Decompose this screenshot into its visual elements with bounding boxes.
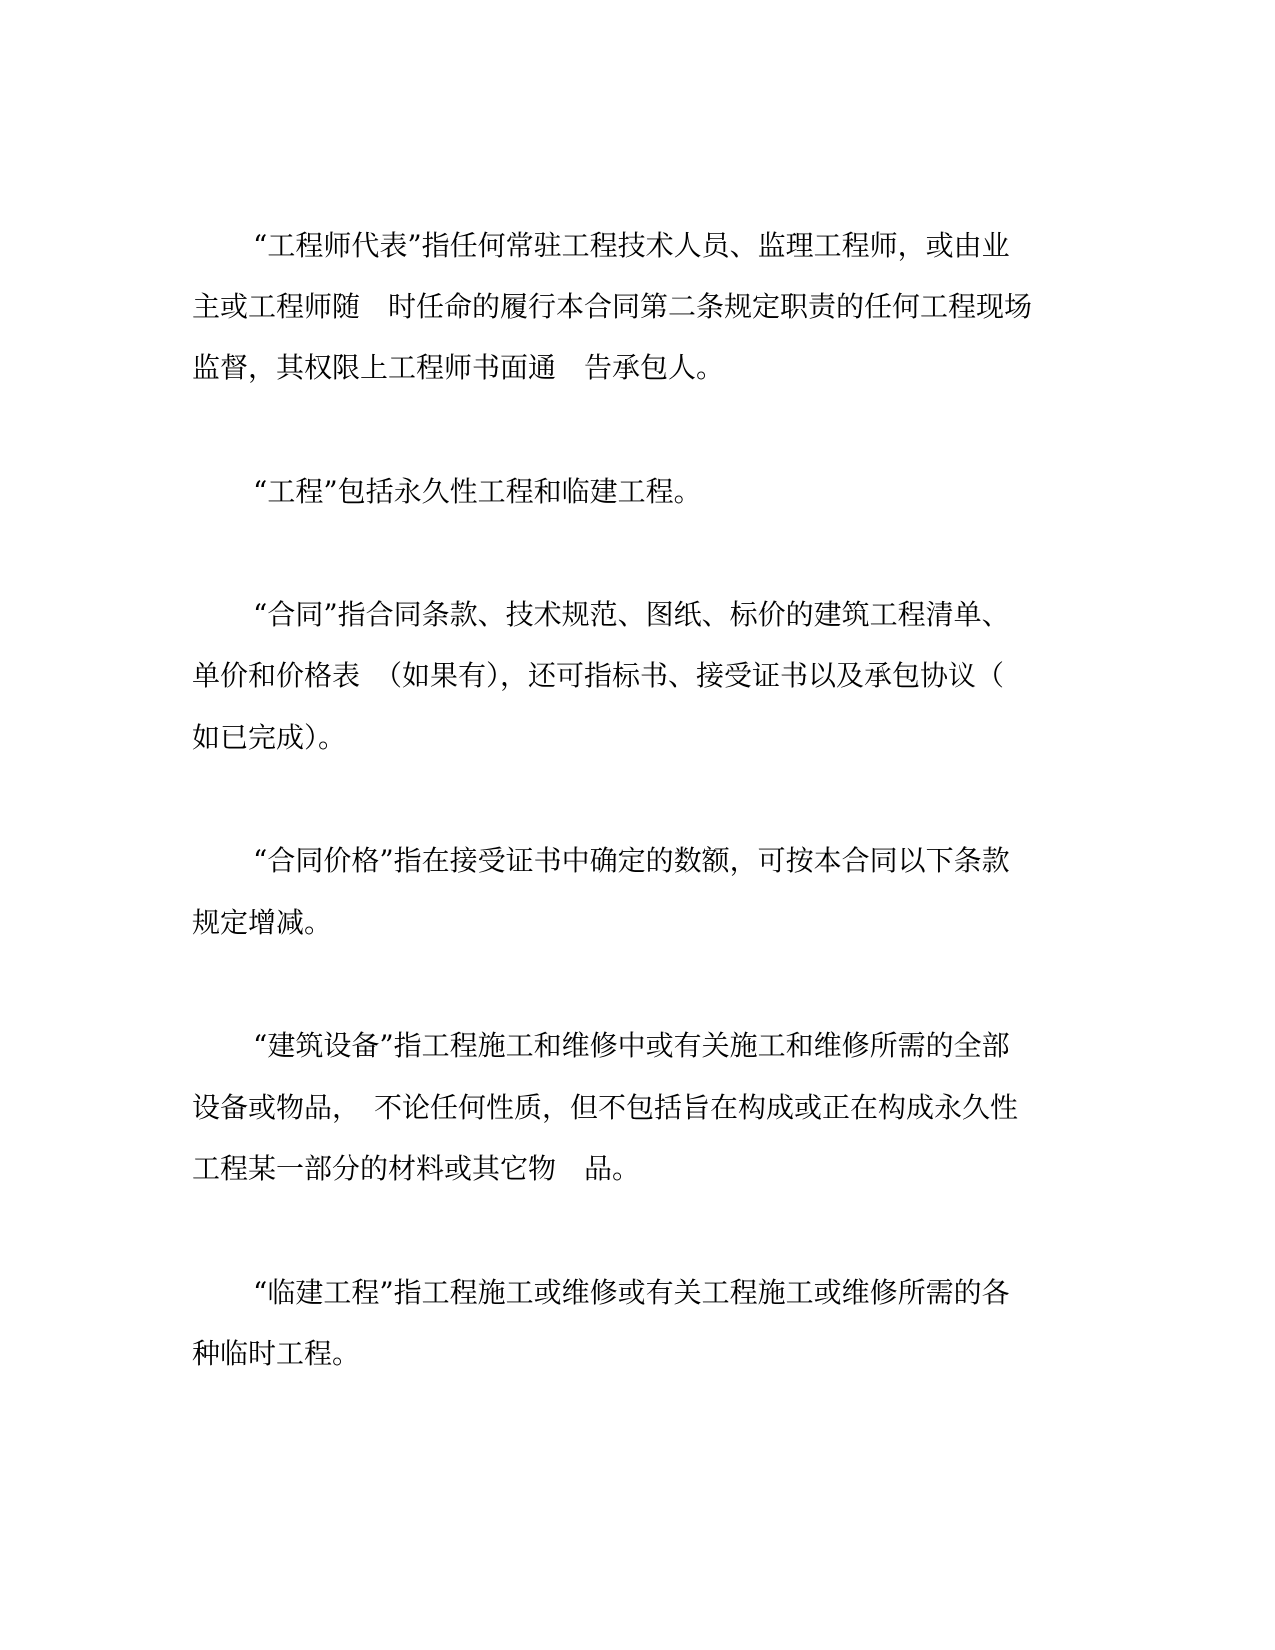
text-line: 如已完成）。 (192, 721, 347, 754)
text-line: “工程师代表”指任何常驻工程技术人员、监理工程师，或由业 (253, 229, 1010, 262)
text-line: 工程某一部分的材料或其它物 品。 (192, 1152, 641, 1185)
text-line: 单价和价格表 （如果有），还可指标书、接受证书以及承包协议（ (192, 659, 1005, 692)
text-line: 规定增减。 (192, 906, 333, 939)
text-line: “临建工程”指工程施工或维修或有关工程施工或维修所需的各 (253, 1276, 1010, 1309)
text-line: 监督，其权限上工程师书面通 告承包人。 (192, 351, 725, 384)
text-line: “建筑设备”指工程施工和维修中或有关施工和维修所需的全部 (253, 1029, 1010, 1062)
text-line: “工程”包括永久性工程和临建工程。 (253, 475, 702, 508)
text-line: 种临时工程。 (192, 1337, 361, 1370)
text-line: “合同”指合同条款、技术规范、图纸、标价的建筑工程清单、 (253, 598, 1010, 631)
text-line: 设备或物品， 不论任何性质，但不包括旨在构成或正在构成永久性 (192, 1091, 1019, 1124)
text-line: “合同价格”指在接受证书中确定的数额，可按本合同以下条款 (253, 844, 1010, 877)
text-line: 主或工程师随 时任命的履行本合同第二条规定职责的任何工程现场 (192, 290, 1033, 323)
